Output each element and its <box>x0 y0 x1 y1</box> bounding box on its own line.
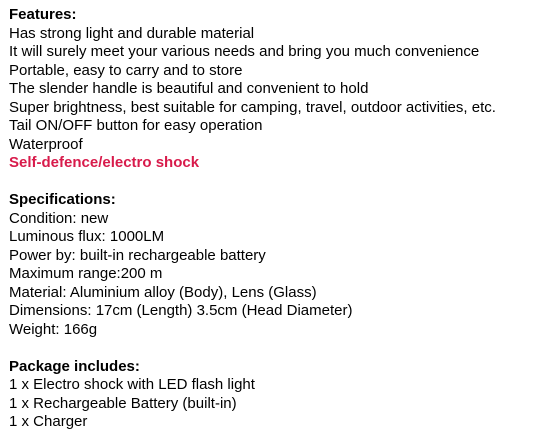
package-item: 1 x Rechargeable Battery (built-in) <box>9 394 237 412</box>
specification-item: Dimensions: 17cm (Length) 3.5cm (Head Diameter) <box>9 302 353 319</box>
feature-item: Portable, easy to carry and to store <box>9 61 243 79</box>
feature-item: Super brightness, best suitable for camping, travel, outdoor activities, etc. <box>9 98 496 116</box>
features-heading: Features: <box>9 6 77 23</box>
specification-item: Material: Aluminium alloy (Body), Lens (Glass) <box>9 283 317 301</box>
feature-item: It will surely meet your various needs and bring you much convenience <box>9 43 480 60</box>
specification-item: Maximum range:200 m <box>9 265 163 282</box>
specifications-heading: Specifications: <box>9 191 116 208</box>
feature-item: Tail ON/OFF button for easy operation <box>9 117 263 134</box>
specification-item: Luminous flux: 1000LM <box>9 228 165 245</box>
section-spacer <box>9 173 540 192</box>
feature-item: Waterproof <box>9 135 83 153</box>
package-section <box>9 358 540 432</box>
package-item: 1 x Charger <box>9 413 88 430</box>
feature-item: The slender handle is beautiful and convenient to hold <box>9 80 369 97</box>
specification-item: Condition: new <box>9 209 109 227</box>
features-section <box>9 6 540 173</box>
package-heading: Package includes: <box>9 357 140 375</box>
section-spacer <box>9 339 540 358</box>
feature-highlight: Self-defence/electro shock <box>9 154 200 171</box>
package-item: 1 x Electro shock with LED flash light <box>9 376 255 393</box>
specifications-section <box>9 191 540 339</box>
specification-item: Weight: 166g <box>9 320 98 338</box>
feature-item: Has strong light and durable material <box>9 24 255 42</box>
specification-item: Power by: built-in rechargeable battery <box>9 246 266 264</box>
